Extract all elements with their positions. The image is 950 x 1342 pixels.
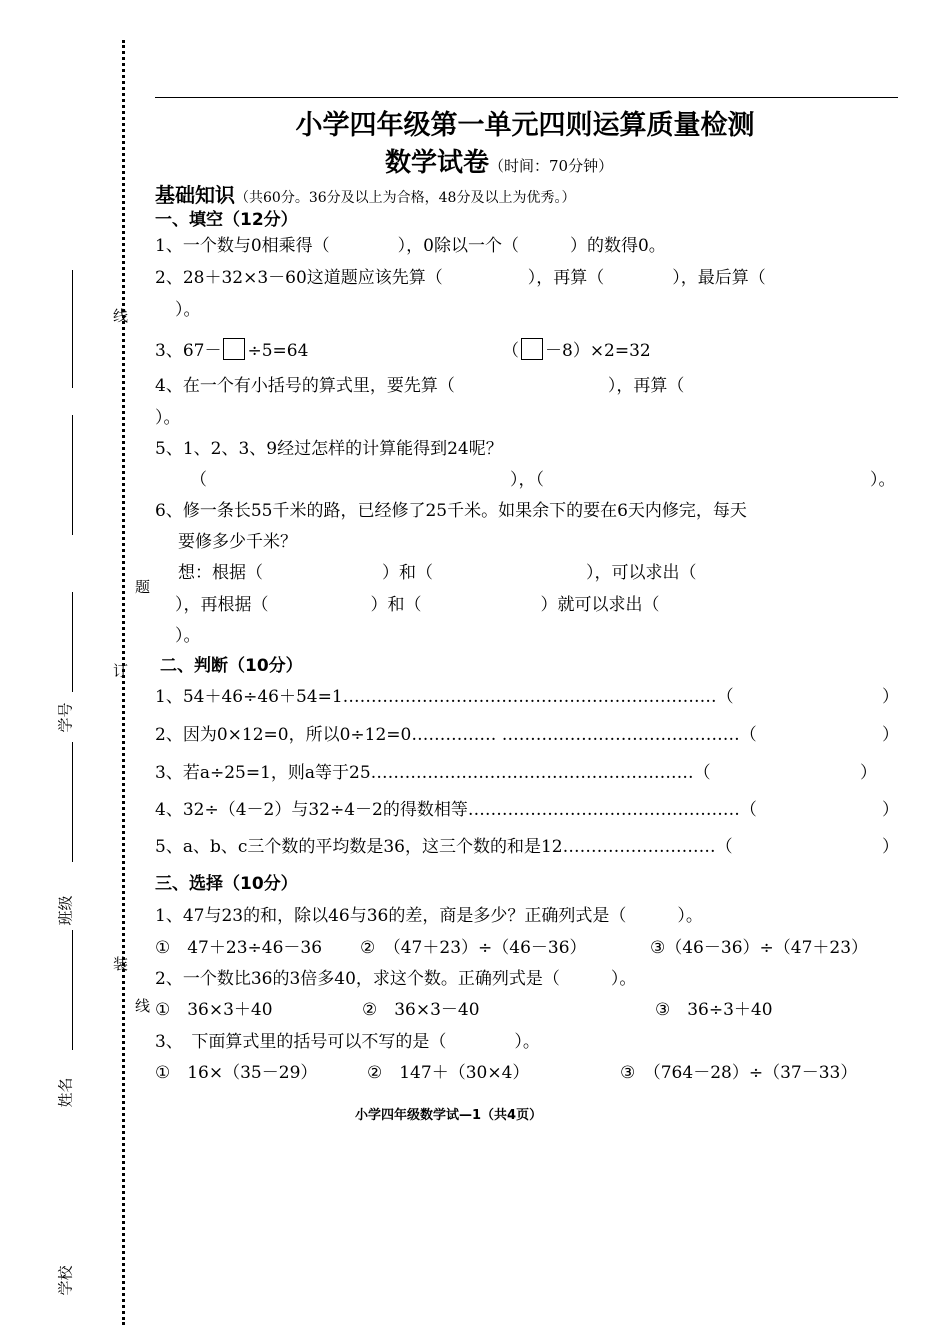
s3-q1-opt2: ② （47＋23）÷（46－36） — [360, 938, 587, 958]
s1-q3a-pre: 3、67－ — [155, 341, 222, 361]
fill-line-1 — [72, 270, 73, 388]
s1-q6c: 想：根据（ ）和（ ），可以求出（ — [178, 563, 697, 583]
s1-q3a — [155, 336, 308, 361]
header-rule — [155, 97, 898, 98]
label-xingming: 姓名 — [56, 1077, 75, 1108]
section3-heading: 三、选择（10分） — [155, 874, 298, 894]
s2-item-3-close: ） — [860, 763, 877, 783]
binding-dotted-line — [122, 40, 125, 1325]
page-footer: 小学四年级数学试—1（共4页） — [355, 1108, 543, 1123]
s1-q4a: 4、在一个有小括号的算式里，要先算（ ），再算（ — [155, 376, 685, 396]
s3-q1-opt3: ③（46－36）÷（47＋23） — [650, 938, 869, 958]
fill-line-4 — [72, 742, 73, 862]
fill-line-3 — [72, 592, 73, 692]
s1-q1: 1、一个数与0相乘得（ ），0除以一个（ ）的数得0。 — [155, 236, 666, 256]
s3-q2-opt1: ① 36×3＋40 — [155, 1000, 273, 1020]
s3-q3-opt1: ① 16×（35－29） — [155, 1063, 318, 1083]
s1-q5b-close: ）。 — [870, 470, 896, 490]
s1-q3b-pre: （ — [502, 341, 519, 361]
s2-item-2-close: ） — [882, 725, 899, 745]
binding-char-zhuang: 装 — [113, 955, 129, 973]
s2-item-5-close: ） — [882, 837, 899, 857]
fill-line-2 — [72, 415, 73, 535]
page-subtitle — [385, 142, 613, 179]
s3-q2: 2、一个数比36的3倍多40，求这个数。正确列式是（ ）。 — [155, 969, 637, 989]
label-xuehao: 学号 — [56, 702, 75, 733]
s1-q4b: ）。 — [155, 408, 181, 428]
s1-q2a: 2、28＋32×3－60这道题应该先算（ ），再算（ ），最后算（ — [155, 268, 766, 288]
s3-q1-opt1: ① 47＋23÷46－36 — [155, 938, 323, 958]
s2-item-2: 2、因为0×12=0，所以0÷12=0…………… ……………………………………（ — [155, 725, 757, 745]
intro-heading: 基础知识 — [155, 183, 235, 207]
s3-q3-opt2: ② 147＋（30×4） — [367, 1063, 530, 1083]
section1-heading: 一、填空（12分） — [155, 210, 298, 230]
label-banji: 班级 — [56, 895, 75, 926]
binding-char-xian-top: 线 — [113, 307, 129, 325]
time-note: （时间：70分钟） — [489, 157, 614, 175]
binding-char-ti: 题 — [135, 578, 151, 596]
s2-item-4-close: ） — [882, 800, 899, 820]
s3-q2-opt3: ③ 36÷3＋40 — [655, 1000, 773, 1020]
binding-char-ding: 订 — [113, 662, 129, 680]
s1-q3b-post: －8）×2=32 — [545, 341, 651, 361]
s3-q3-opt3: ③ （764－28）÷（37－33） — [620, 1063, 858, 1083]
blank-box[interactable] — [521, 338, 543, 360]
intro-note: （共60分。36分及以上为合格，48分及以上为优秀。） — [235, 190, 576, 206]
s1-q6d: ），再根据（ ）和（ ）就可以求出（ — [175, 595, 660, 615]
subtitle-text: 数学试卷 — [385, 148, 490, 178]
binding-char-xian-bottom: 线 — [135, 997, 151, 1015]
s2-item-5: 5、a、b、c三个数的平均数是36，这三个数的和是12………………………（ — [155, 837, 733, 857]
s2-item-3: 3、若a÷25=1，则a等于25…………………………………………………（ — [155, 763, 711, 783]
s1-q5b-open: （ — [190, 470, 207, 490]
s1-q6b: 要修多少千米？ — [178, 532, 297, 552]
s1-q6e: ）。 — [175, 626, 201, 646]
s3-q3: 3、 下面算式里的括号可以不写的是（ ）。 — [155, 1032, 540, 1052]
s3-q1: 1、47与23的和，除以46与36的差，商是多少？正确列式是（ ）。 — [155, 906, 703, 926]
s2-item-1: 1、54＋46÷46＋54=1…………………………………………………………（ — [155, 687, 734, 707]
s1-q2b: ）。 — [175, 300, 201, 320]
page-title: 小学四年级第一单元四则运算质量检测 — [295, 110, 755, 141]
s3-q2-opt2: ② 36×3－40 — [362, 1000, 480, 1020]
s1-q6a: 6、修一条长55千米的路，已经修了25千米。如果余下的要在6天内修完，每天 — [155, 501, 747, 521]
s2-item-1-close: ） — [882, 687, 899, 707]
blank-box[interactable] — [223, 338, 245, 360]
s1-q3b — [502, 336, 651, 361]
s1-q5b-mid: ），（ — [510, 470, 544, 490]
label-xuexiao: 学校 — [56, 1265, 75, 1296]
s2-item-4: 4、32÷（4－2）与32÷4－2的得数相等…………………………………………（ — [155, 800, 757, 820]
intro-line — [155, 179, 575, 208]
s1-q3a-post: ÷5=64 — [247, 341, 309, 361]
s1-q5a: 5、1、2、3、9经过怎样的计算能得到24呢？ — [155, 439, 503, 459]
section2-heading: 二、判断（10分） — [160, 656, 303, 676]
fill-line-5 — [72, 930, 73, 1050]
